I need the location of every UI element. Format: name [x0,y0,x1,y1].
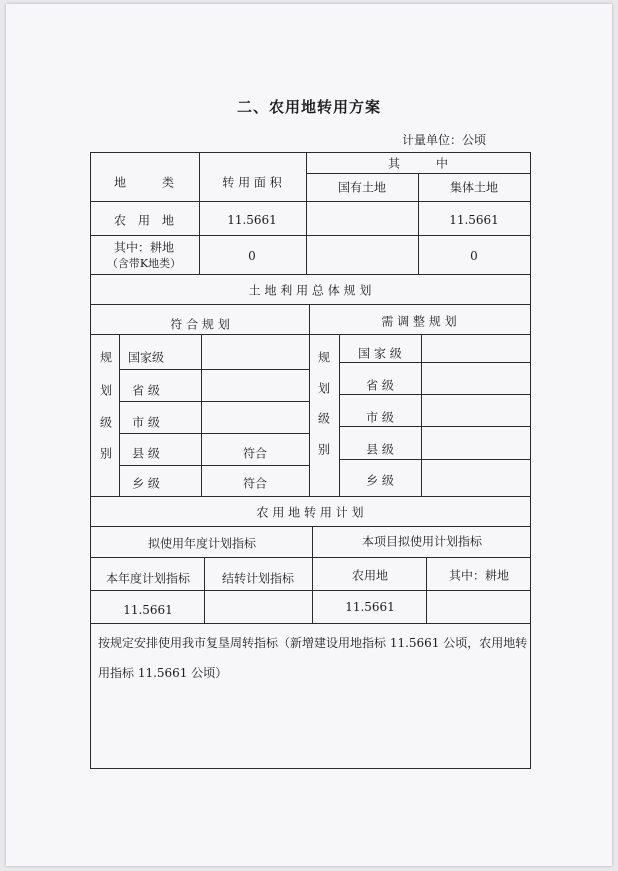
col-carry-plan: 结转计划指标 [221,571,295,586]
adjust-level-municipal: 市 级 [366,410,394,425]
header-collective-land: 集体土地 [449,180,499,195]
side-label-left: 级 [99,415,113,430]
adjust-level-township: 乡 级 [366,473,394,488]
col-farmland: 农用地 [351,568,389,583]
side-label-left: 规 [99,350,113,365]
conform-value-county: 符合 [242,446,268,461]
note-line-2: 用指标 11.5661 公顷） [98,666,228,680]
side-label-left: 别 [99,446,113,461]
row-arable-label-1: 其中：耕地 [113,240,175,255]
conform-value-township: 符合 [242,476,268,491]
level-provincial: 省 级 [132,383,160,398]
level-township: 乡 级 [132,476,160,491]
header-converted-area: 转 用 面 积 [222,175,282,190]
document-page [6,4,612,866]
land-use-plan-header: 土 地 利 用 总 体 规 划 [248,283,372,298]
note-paragraph [98,628,538,688]
farmland-plan-value: 11.5661 [345,600,395,614]
col-arable: 其中：耕地 [448,568,510,583]
note-line-1: 按规定安排使用我市复垦周转指标（新增建设用地指标 11.5661 公顷，农用地转 [98,636,528,650]
adjust-level-national: 国 家 级 [358,346,402,361]
adjust-level-provincial: 省 级 [366,378,394,393]
project-index-header: 本项目拟使用计划指标 [361,534,483,549]
arable-collective-value: 0 [470,249,478,263]
annual-index-header: 拟使用年度计划指标 [147,536,257,551]
row-arable-label-2: （含带K地类） [106,257,182,270]
level-national: 国家级 [127,350,165,365]
year-plan-value: 11.5661 [123,603,173,617]
header-land-type: 地 类 [113,175,175,190]
page-title: 二、农用地转用方案 [236,98,381,116]
side-label-right: 规 [317,350,331,365]
farmland-area-value: 11.5661 [227,213,277,227]
side-label-right: 别 [317,442,331,457]
row-farmland-label: 农 用 地 [113,213,175,228]
arable-area-value: 0 [248,249,256,263]
side-label-right: 划 [317,381,331,396]
header-state-land: 国有土地 [337,180,387,195]
level-municipal: 市 级 [132,415,160,430]
side-label-left: 划 [99,383,113,398]
conform-plan-header: 符 合 规 划 [170,317,230,332]
measurement-unit: 计量单位：公顷 [402,133,487,147]
level-county: 县 级 [132,446,160,461]
side-label-right: 级 [317,411,331,426]
conversion-plan-header: 农 用 地 转 用 计 划 [256,505,364,520]
header-among: 其 中 [387,156,449,171]
farmland-collective-value: 11.5661 [449,213,499,227]
col-year-plan: 本年度计划指标 [105,571,191,586]
adjust-level-county: 县 级 [366,442,394,457]
adjust-plan-header: 需 调 整 规 划 [381,314,457,329]
